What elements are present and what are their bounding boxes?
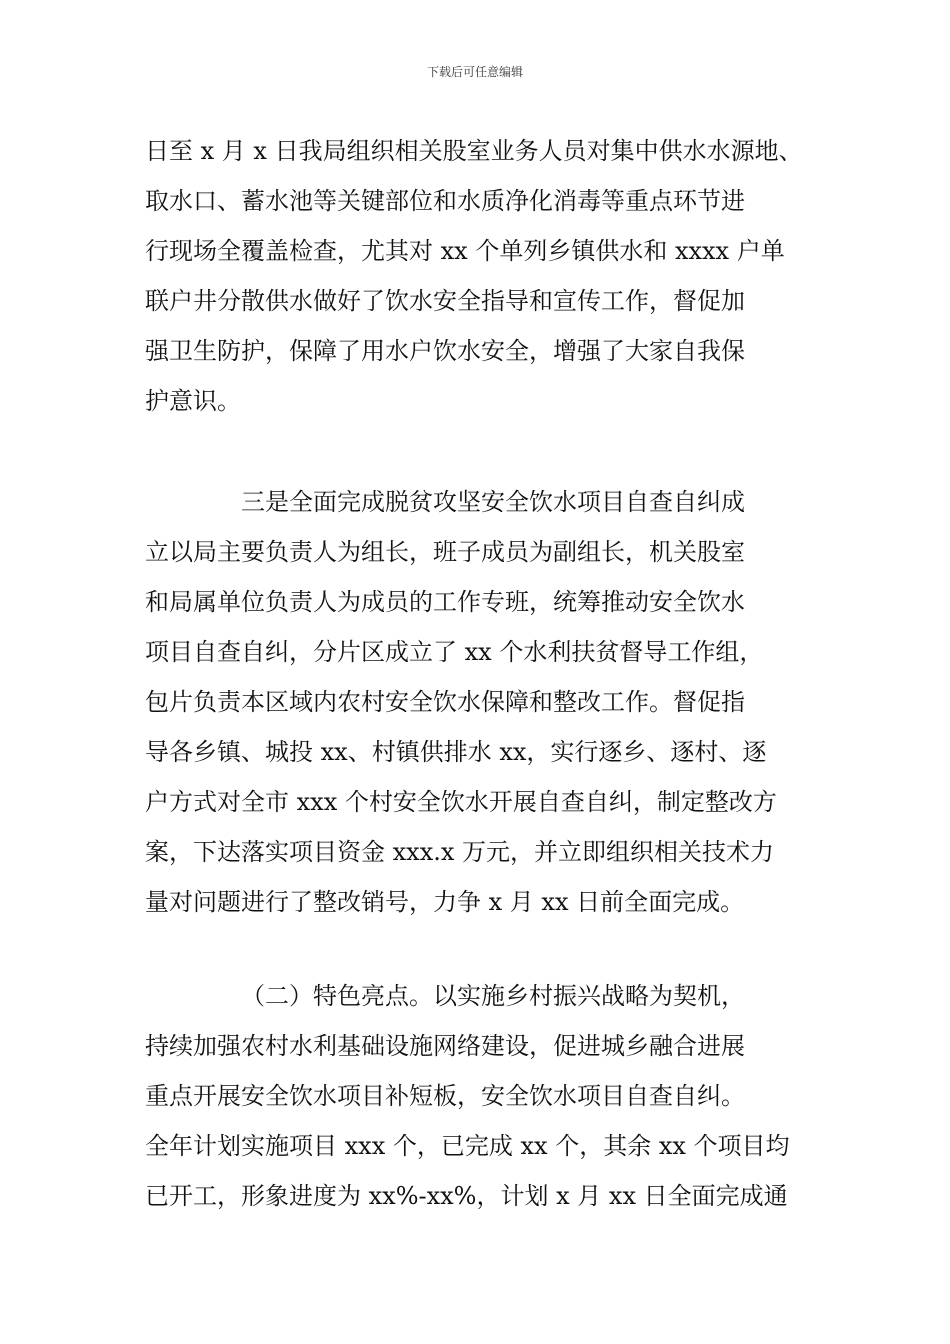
paragraph-line: 户方式对全市 xxx 个村安全饮水开展自查自纠，制定整改方 — [145, 788, 777, 816]
paragraph-line: 案，下达落实项目资金 xxx.x 万元，并立即组织相关技术力 — [145, 838, 775, 866]
paragraph-line: 行现场全覆盖检查，尤其对 xx 个单列乡镇供水和 xxxx 户单 — [145, 237, 785, 265]
paragraph-line: 已开工，形象进度为 xx%-xx%，计划 x 月 xx 日全面完成通 — [145, 1182, 788, 1210]
paragraph-line: 包片负责本区域内农村安全饮水保障和整改工作。督促指 — [145, 688, 745, 716]
paragraph-line: 护意识。 — [145, 387, 241, 415]
page-header: 下载后可任意编辑 — [426, 65, 523, 79]
paragraph-line: 重点开展安全饮水项目补短板，安全饮水项目自查自纠。 — [145, 1082, 745, 1110]
paragraph-3 — [145, 971, 815, 1221]
paragraph-line: 项目自查自纠，分片区成立了 xx 个水利扶贫督导工作组， — [145, 638, 764, 666]
paragraph-line: （二）特色亮点。以实施乡村振兴战略为契机， — [241, 982, 745, 1010]
paragraph-line: 强卫生防护，保障了用水户饮水安全，增强了大家自我保 — [145, 337, 745, 365]
paragraph-2 — [145, 477, 815, 927]
paragraph-line: 全年计划实施项目 xxx 个，已完成 xx 个，其余 xx 个项目均 — [145, 1132, 790, 1160]
paragraph-line: 日至 x 月 x 日我局组织相关股室业务人员对集中供水水源地、 — [145, 137, 803, 165]
paragraph-line: 和局属单位负责人为成员的工作专班，统筹推动安全饮水 — [145, 588, 745, 616]
paragraph-1 — [145, 126, 815, 426]
paragraph-line: 量对问题进行了整改销号，力争 x 月 xx 日前全面完成。 — [145, 888, 745, 916]
paragraph-line: 三是全面完成脱贫攻坚安全饮水项目自查自纠成 — [241, 488, 745, 516]
paragraph-line: 取水口、蓄水池等关键部位和水质净化消毒等重点环节进 — [145, 187, 745, 215]
paragraph-line: 导各乡镇、城投 xx、村镇供排水 xx，实行逐乡、逐村、逐 — [145, 738, 767, 766]
paragraph-line: 立以局主要负责人为组长，班子成员为副组长，机关股室 — [145, 538, 745, 566]
paragraph-line: 联户井分散供水做好了饮水安全指导和宣传工作，督促加 — [145, 287, 745, 315]
paragraph-line: 持续加强农村水利基础设施网络建设，促进城乡融合进展 — [145, 1032, 745, 1060]
